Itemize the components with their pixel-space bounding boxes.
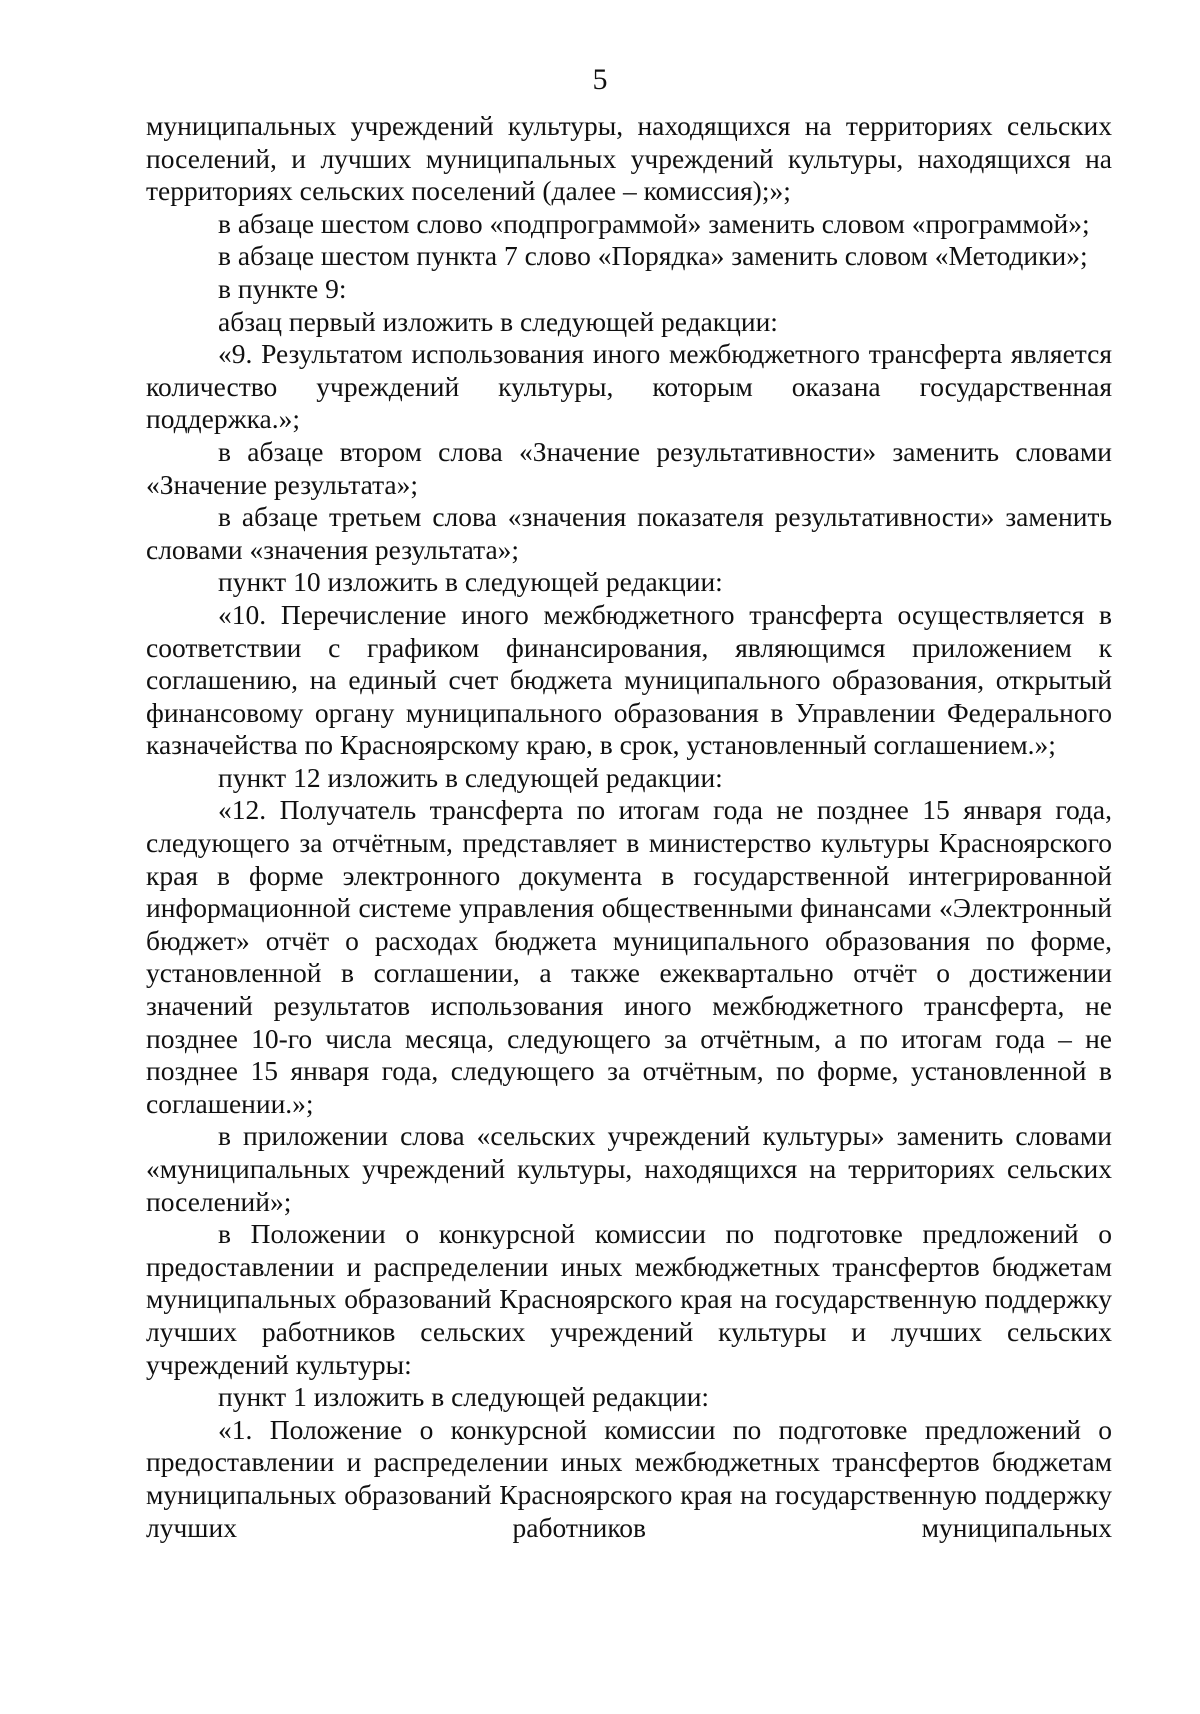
paragraph: в Положении о конкурсной комиссии по подготовке предложений о предоставлении и распределении иных межбюджетных трансфертов бюджетам муниципальных образований Красноярского края на государственную поддержку лучших работников сельских учреждений культуры и лучших сельских учреждений культуры:	[146, 1218, 1112, 1380]
paragraph: в абзаце шестом слово «подпрограммой» заменить словом «программой»;	[218, 207, 1090, 239]
paragraph: пункт 12 изложить в следующей редакции:	[218, 761, 723, 793]
paragraph: «9. Результатом использования иного межбюджетного трансферта является количество учреждений культуры, которым оказана государственная поддержка.»;	[146, 338, 1112, 435]
paragraph-continued-next-page: «1. Положение о конкурсной комиссии по подготовке предложений о предоставлении и распределении иных межбюджетных трансфертов бюджетам муниципальных образований Красноярского края на государственную поддержку лучших работников муниципальных	[146, 1413, 1112, 1543]
paragraph: «10. Перечисление иного межбюджетного трансферта осуществляется в соответствии с графиком финансирования, являющимся приложением к соглашению, на единый счет бюджета муниципального образования, открытый финансовому органу муниципального образования в Управлении Федерального казначейства по Красноярскому краю, в срок, установленный соглашением.»;	[146, 598, 1112, 761]
paragraph: пункт 10 изложить в следующей редакции:	[218, 566, 723, 598]
paragraph-continuation: муниципальных учреждений культуры, находящихся на территориях сельских поселений, и лучших муниципальных учреждений культуры, находящихся на территориях сельских поселений (далее – комиссия);»;	[146, 110, 1112, 207]
page-number: 5	[592, 63, 608, 96]
paragraph: абзац первый изложить в следующей редакции:	[218, 305, 778, 337]
paragraph: в абзаце шестом пункта 7 слово «Порядка» заменить словом «Методики»;	[218, 240, 1088, 272]
document-body	[146, 110, 1112, 1544]
paragraph: в абзаце третьем слова «значения показателя результативности» заменить словами «значения результата»;	[146, 501, 1112, 565]
paragraph: в приложении слова «сельских учреждений культуры» заменить словами «муниципальных учреждений культуры, находящихся на территориях сельских поселений»;	[146, 1120, 1112, 1217]
paragraph: в пункте 9:	[218, 272, 347, 304]
paragraph: «12. Получатель трансферта по итогам года не позднее 15 января года, следующего за отчётным, представляет в министерство культуры Красноярского края в форме электронного документа в государственной интегрированной информационной системе управления общественными финансами «Электронный бюджет» отчёт о расходах бюджета муниципального образования по форме, установленной в соглашении, а также ежеквартально отчёт о достижении значений результатов использования иного межбюджетного трансферта, не позднее 10-го числа месяца, следующего за отчётным, а по итогам года – не позднее 15 января года, следующего за отчётным, по форме, установленной в соглашении.»;	[146, 794, 1112, 1119]
paragraph: пункт 1 изложить в следующей редакции:	[218, 1381, 710, 1413]
paragraph: в абзаце втором слова «Значение результативности» заменить словами «Значение результата»;	[146, 435, 1112, 500]
